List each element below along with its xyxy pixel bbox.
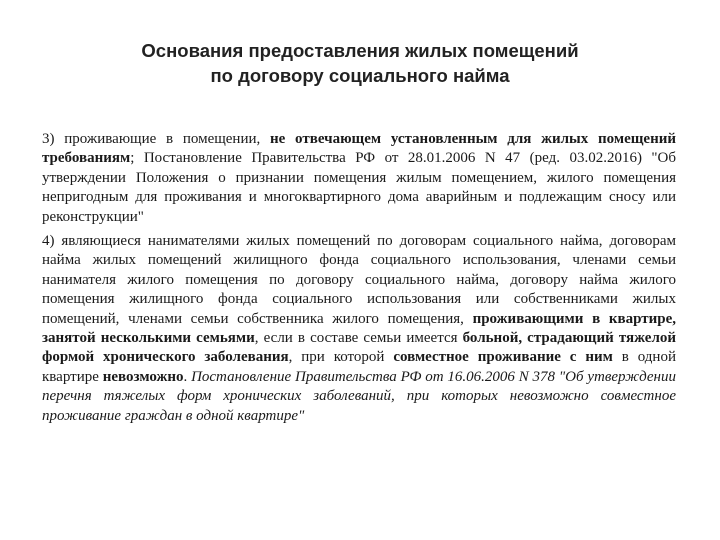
slide-title	[0, 38, 720, 88]
paragraph-item-3	[42, 130, 676, 227]
para4-emphasis-shared-flat: проживающими в квартире, занятой несколькими семьями	[42, 310, 676, 347]
slide-body	[42, 130, 676, 431]
para4-text-3: , при которой	[288, 349, 394, 366]
para3-reference: ; Постановление Правительства РФ от 28.01.2006 N 47 (ред. 03.02.2016) "Об утверждении Положения о признании помещения жилым помещением, жилого помещения непригодным для проживания и многоквартирного дома аварийным и подлежащим сносу или реконструкции"	[42, 150, 676, 225]
para4-emphasis-illness: больной, страдающий тяжелой формой хронического заболевания	[42, 330, 677, 366]
para4-reference: Постановление Правительства РФ от 16.06.2006 N 378 "Об утверждении перечня тяжелых форм хронических заболеваний, при которых невозможно совместное проживание граждан в одной квартире"	[42, 368, 676, 424]
paragraph-item-4	[42, 232, 676, 426]
title-line-1: Основания предоставления жилых помещений	[141, 40, 579, 61]
para4-emphasis-cohabitation: совместное проживание с ним	[393, 349, 613, 366]
para4-text-2: , если в составе семьи имеется	[254, 330, 463, 347]
para4-text: 4) являющиеся нанимателями жилых помещений по договорам социального найма, договорам найма жилых помещений жилищного фонда социального использования, членами семьи нанимателя жилого помещения по договору социального найма, договору найма жилого помещения жилищного фонда социального использования или собственниками жилых помещений, членами семьи собственника жилого помещения,	[42, 233, 676, 327]
para3-text: 3) проживающие в помещении,	[42, 131, 271, 147]
para4-text-5: .	[183, 368, 192, 385]
para3-emphasis: не отвечающем установленным для жилых помещений требованиям	[42, 131, 676, 167]
para4-emphasis-impossible: невозможно	[102, 368, 184, 385]
title-line-2: по договору социального найма	[210, 65, 510, 86]
para4-text-4: в одной квартире	[42, 349, 676, 385]
